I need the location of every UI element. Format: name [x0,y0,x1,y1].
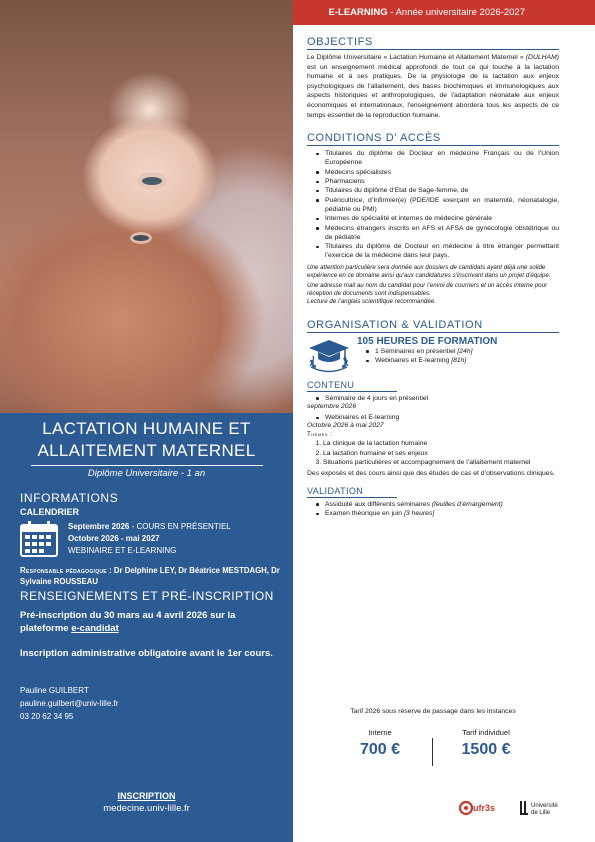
validation-item: Examen théorique en juin [325,510,404,518]
title-subtitle: Diplôme Universitaire - 1 an [87,468,206,479]
title-line-1: LACTATION HUMAINE ET [42,419,251,438]
list-item [325,509,559,518]
price-individuel [436,728,536,759]
hours-total: 105 HEURES DE FORMATION [357,335,498,347]
conditions-note-1: Une attention particulière sera donnée aux dossiers de candidats ayant déjà une solide expérience en ce domaine ainsi qu'aux candidatures s'inscrivant dans un projet d'équipe. [307,263,551,280]
organisation-heading: ORGANISATION & VALIDATION [307,318,483,331]
price-divider [432,738,433,766]
pre-registration [20,609,280,635]
university-logos [458,798,573,820]
section-divider [307,497,397,498]
calendar-mode-2: WEBINAIRE ET E-LEARNING [68,546,177,555]
info-heading: INFORMATIONS [20,491,119,505]
right-column [307,36,559,518]
contact-name: Pauline GUILBERT [20,686,89,695]
contact-email[interactable]: pauline.guilbert@univ-lille.fr [20,699,119,708]
objectifs-heading: OBJECTIFS [307,36,373,48]
calendar-date-1: Septembre 2026 [68,522,130,531]
left-panel [0,0,293,842]
registration-heading: RENSEIGNEMENTS ET PRÉ-INSCRIPTION [20,589,274,603]
conditions-heading: CONDITIONS D’ ACCÈS [307,132,441,145]
calendar-heading: CALENDRIER [20,507,80,517]
calendar-text [68,521,231,557]
calendar-block [20,521,280,557]
list-item [375,347,497,356]
univ-lille-logo-icon [520,801,558,816]
photo-detail [138,173,166,189]
validation-list [307,500,559,519]
list-item: Pharmaciens [325,177,559,186]
objectifs-acronym: (DULHAM) [525,54,559,61]
univ-logo-line-1: Université [531,803,558,809]
list-item [375,356,497,365]
hours-item-value: [24h] [457,347,473,355]
program-title [0,418,293,479]
title-line-2: ALLAITEMENT MATERNEL [37,441,256,460]
title-divider [31,465,263,466]
list-item [325,500,559,509]
ufr-logo-text: ufr3s [473,803,496,813]
banner-elearning: E-LEARNING [328,7,388,18]
calendar-icon [20,521,58,557]
hero-photo [0,0,293,413]
top-banner [293,0,595,25]
contenu-list [307,413,559,422]
photo-detail [130,232,152,244]
list-item: 2. La lactation humaine et ses enjeux [323,449,559,458]
hours-item-label: Webinaires et E-learning [375,357,452,365]
conditions-note-3: Lecture de l’anglais scientifique recommandée. [307,298,436,306]
contenu-extra: Des exposés et des cours ainsi que des études de cas et d’observations cliniques. [307,470,555,478]
price-value: 700 € [359,741,401,758]
list-item: Médecins étrangers inscrits en AFS et AFSA de gynécologie obstétrique ou de pédiatrie [325,224,559,241]
section-divider [307,49,559,50]
hours-item-label: 1 Séminaires en présentiel [375,347,458,355]
contenu-heading: CONTENU [307,379,355,390]
responsable [20,565,280,587]
responsable-names: : Dr Delphine LEY, Dr Béatrice MESTDAGH, Dr Sylvaine ROUSSEAU [20,566,280,586]
validation-heading: VALIDATION [307,485,364,496]
contenu-list [307,394,559,403]
list-item: 3. Situations particulières et accompagnement de l’allaitement maternel [323,458,559,467]
e-candidat-link[interactable]: e-candidat [71,623,119,634]
validation-item: Assiduité aux différents séminaires [325,500,432,508]
themes-label: Thèmes : [307,431,333,439]
hours-list [357,347,497,366]
list-item: Puéricultrice, d’Infirmier(e) (PDE/IDE exerçant en maternité, néonatalogie, pédiatrie ou PMI) [325,196,559,213]
info-section [20,491,280,723]
univ-logo-line-2: de Lille [531,810,551,816]
price-label: Tarif individuel [462,728,510,737]
banner-year: - Année universitaire 2026-2027 [387,7,525,18]
list-item: Titulaires du diplôme de Docteur en médecine à titre étranger permettant l’exercice de la médecine dans leur pays. [325,243,559,260]
price-interne [330,728,430,759]
contact-phone: 03 20 62 34 95 [20,712,74,721]
tarif-caption: Tarif 2026 sous réserve de passage dans les instances [350,708,516,715]
contact-block [20,684,280,723]
price-label: Interne [368,728,392,737]
section-divider [307,391,397,392]
list-item: Internes de spécialité et internes de médecine générale [325,214,559,223]
conditions-list [307,149,559,261]
conditions-note-2: Une adresse mail au nom du candidat pour l’envoi de courriers et un accès interne pour réception de documents sont indispensables. [307,281,548,297]
list-item: Titulaires du diplôme de Docteur en médecine Français ou de l’Union Européenne [325,150,559,167]
validation-detail: [3 heures] [403,510,435,518]
calendar-mode-1: - COURS EN PRÉSENTIEL [129,522,231,531]
list-item: Titulaires du diplôme d’Etat de Sage-femme, de [325,186,559,195]
organisation-block [307,336,559,374]
list-item: Médecins spécialistes [325,168,559,177]
themes-list [307,439,559,467]
hours-item-value: [81h] [451,357,467,365]
graduation-cap-icon [307,336,351,374]
inscription-label[interactable]: INSCRIPTION [117,791,176,801]
objectifs-part-1: Le Diplôme Universitaire « Lactation Humaine et Allaitement Maternel » [307,54,526,61]
responsable-label: Responsable pédagogique [20,566,107,575]
calendar-date-2: Octobre 2026 - mai 2027 [68,534,160,543]
section-divider [307,332,559,333]
list-item: 1. La clinique de la lactation humaine [323,439,559,448]
list-item: Webinaires et E-learning [325,413,559,422]
section-divider [307,145,559,146]
contenu-date-2: Octobre 2026 à mai 2027 [307,422,384,430]
validation-detail: (feuilles d’émargement) [431,500,503,508]
objectifs-text [307,53,559,120]
contenu-date-1: septembre 2026 [307,403,357,411]
admin-registration: Inscription administrative obligatoire avant le 1er cours. [20,648,273,659]
objectifs-part-2: est un enseignement médical approfondi de tout ce qui touche à la lactation humaine et à ses pratiques. De la physiologie de la lactation aux enjeux psychologiques de l'allaitement, des bases biochimiques et immunologiques aux aspects historiques et anthropologiques, de l'adaptation néonatale aux enjeux économiques et internationaux, l'enseignement abordera tous les aspects de ce temps essentiel de la reproduction humaine. [307,63,559,119]
inscription-footer [0,791,293,814]
price-block [330,728,550,768]
inscription-url[interactable]: medecine.univ-lille.fr [103,803,190,814]
ufr-logo-icon [460,802,495,814]
list-item: Séminaire de 4 jours en présentiel [325,394,559,403]
price-value: 1500 € [461,741,511,758]
pre-registration-text: Pré-inscription du 30 mars au 4 avril 2026 sur la plateforme [20,610,236,634]
